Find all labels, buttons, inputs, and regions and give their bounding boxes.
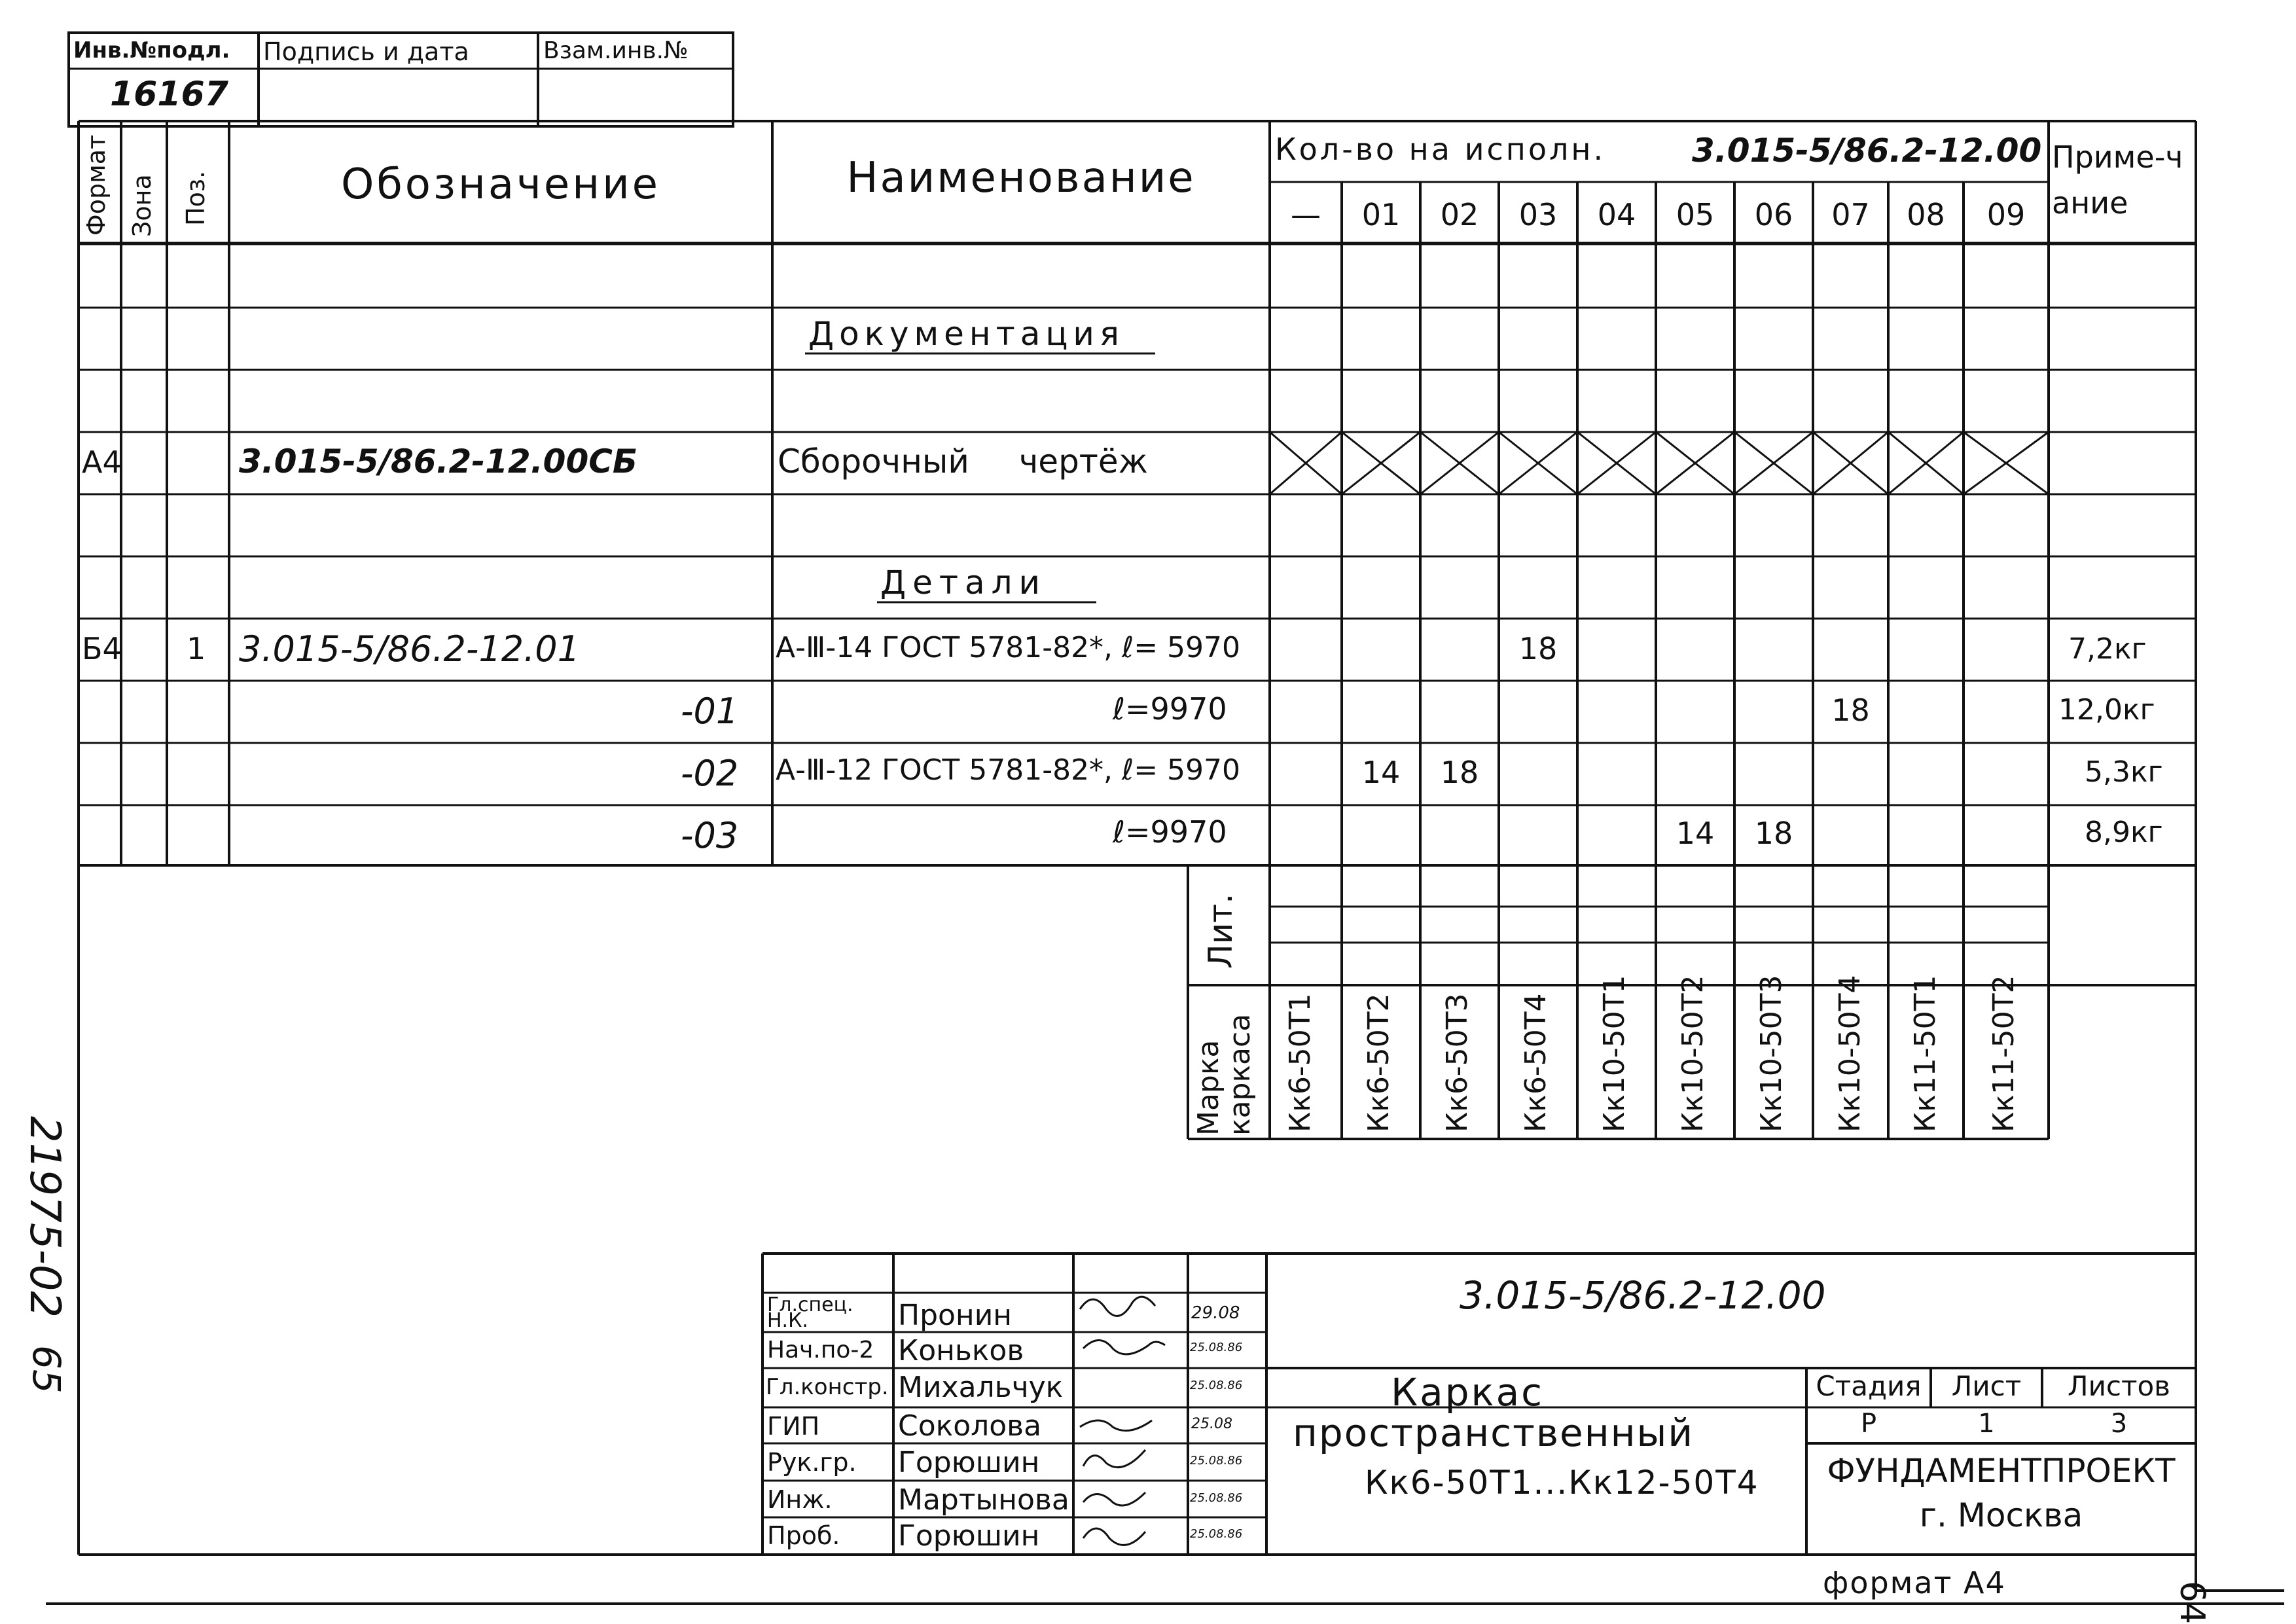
header-designation: Обозначение — [340, 160, 661, 209]
row-qty-06: 18 — [1754, 816, 1793, 851]
mark-item: Кк10-50Т4 — [1833, 975, 1867, 1132]
section-details: Детали — [880, 564, 1047, 602]
row-name: Сборочный чертёж — [778, 442, 1148, 480]
signer-name: Михальчук — [898, 1371, 1064, 1404]
mark-item: Кк10-50Т3 — [1755, 975, 1788, 1132]
signer-role: Проб. — [767, 1521, 840, 1550]
doc-number: 3.015-5/86.2-12.00 — [1460, 1273, 1826, 1318]
variant-header: 08 — [1907, 197, 1945, 232]
row-designation: -02 — [681, 753, 739, 794]
signer-role: ГИП — [767, 1412, 820, 1441]
row-designation: 3.015-5/86.2-12.01 — [239, 628, 580, 670]
signer-role: Рук.гр. — [767, 1448, 857, 1477]
mark-item: Кк10-50Т2 — [1676, 975, 1710, 1132]
row-pos: 1 — [187, 631, 206, 666]
mark-item: Кк11-50Т2 — [1987, 975, 2020, 1132]
header-pos: Поз. — [181, 170, 210, 226]
row-qty-03: 18 — [1518, 631, 1558, 666]
replace-inv-label: Взам.инв.№ — [543, 37, 689, 64]
row-note: 12,0кг — [2058, 693, 2155, 727]
signer-role: Нач.по-2 — [767, 1337, 874, 1363]
row-qty-07: 18 — [1831, 693, 1870, 728]
sheet-value: 1 — [1978, 1409, 1995, 1439]
signer-date: 29.08 — [1191, 1303, 1240, 1323]
signer-name: Горюшин — [898, 1519, 1040, 1553]
sheets-value: 3 — [2110, 1409, 2128, 1439]
signer-name: Мартынова — [898, 1483, 1069, 1517]
inv-orig-value: 16167 — [110, 75, 228, 114]
variant-header: 02 — [1440, 197, 1479, 232]
inv-orig-label: Инв.№подл. — [73, 37, 230, 63]
row-format: Б4 — [82, 631, 122, 666]
title-line-3: Кк6-50Т1...Кк12-50Т4 — [1365, 1464, 1759, 1502]
signer-date: 25.08 — [1191, 1416, 1232, 1432]
signer-role: Гл.спец. Н.К. — [767, 1293, 853, 1332]
row-format: А4 — [82, 444, 122, 480]
page-number: 64 — [2172, 1581, 2212, 1624]
variant-header: — — [1291, 197, 1321, 232]
signer-date: 25.08.86 — [1190, 1454, 1243, 1468]
row-designation: -01 — [681, 691, 739, 732]
signer-name: Пронин — [898, 1299, 1013, 1332]
variant-header: 04 — [1597, 197, 1636, 232]
signature-date-label: Подпись и дата — [263, 37, 469, 66]
mark-item: Кк6-50Т1 — [1283, 993, 1317, 1132]
row-designation: -03 — [681, 815, 739, 856]
mark-item: Кк10-50Т1 — [1598, 975, 1631, 1132]
header-name: Наименование — [846, 154, 1196, 202]
row-qty-02: 18 — [1440, 755, 1479, 790]
variant-header: 01 — [1361, 197, 1401, 232]
row-note: 7,2кг — [2068, 632, 2147, 666]
signer-name: Соколова — [898, 1409, 1042, 1443]
row-note: 5,3кг — [2085, 755, 2163, 789]
org-city: г. Москва — [1919, 1496, 2083, 1534]
variant-header: 09 — [1986, 197, 2026, 232]
sheet-label: Лист — [1951, 1370, 2022, 1402]
row-qty-01: 14 — [1361, 755, 1401, 790]
signer-role: Инж. — [767, 1485, 833, 1514]
header-qty-prefix: Кол-во на исполн. — [1275, 132, 1606, 167]
header-qty-doc: 3.015-5/86.2-12.00 — [1692, 132, 2042, 170]
mark-item: Кк6-50Т2 — [1362, 993, 1395, 1132]
title-line-2: пространственный — [1293, 1411, 1695, 1455]
row-name: ℓ=9970 — [1113, 691, 1227, 727]
variant-header: 06 — [1754, 197, 1793, 232]
section-documentation: Документация — [808, 315, 1124, 353]
title-line-1: Каркас — [1391, 1370, 1544, 1415]
row-name: ℓ=9970 — [1113, 814, 1227, 850]
mark-label: Марка каркаса — [1192, 1013, 1257, 1136]
side-page: 65 — [24, 1345, 69, 1394]
mark-item: Кк6-50Т3 — [1441, 993, 1474, 1132]
sheets-label: Листов — [2068, 1370, 2170, 1402]
signer-date: 25.08.86 — [1190, 1379, 1243, 1392]
signer-name: Коньков — [898, 1334, 1024, 1367]
signer-role: Гл.констр. — [766, 1374, 889, 1400]
signer-date: 25.08.86 — [1190, 1491, 1243, 1505]
header-format: Формат — [82, 134, 111, 236]
header-zone: Зона — [128, 174, 156, 237]
stage-label: Стадия — [1816, 1370, 1922, 1402]
signer-name: Горюшин — [898, 1446, 1040, 1479]
row-name: А-Ⅲ-12 ГОСТ 5781-82*, ℓ= 5970 — [776, 753, 1241, 787]
mark-item: Кк11-50Т1 — [1909, 975, 1942, 1132]
format-label: формат А4 — [1823, 1565, 2006, 1600]
mark-item: Кк6-50Т4 — [1519, 993, 1552, 1132]
variant-header: 03 — [1518, 197, 1558, 232]
signer-date: 25.08.86 — [1190, 1341, 1243, 1354]
header-note: Приме-чание — [2052, 139, 2183, 221]
side-number: 21975-02 — [20, 1116, 69, 1318]
row-qty-05: 14 — [1676, 816, 1715, 851]
lit-label: Лит. — [1202, 893, 1240, 969]
variant-header: 07 — [1831, 197, 1870, 232]
signer-date: 25.08.86 — [1190, 1527, 1243, 1541]
row-note: 8,9кг — [2085, 816, 2163, 849]
variant-header: 05 — [1676, 197, 1715, 232]
org-name: ФУНДАМЕНТПРОЕКТ — [1827, 1452, 2176, 1490]
row-name: А-Ⅲ-14 ГОСТ 5781-82*, ℓ= 5970 — [776, 631, 1241, 664]
row-designation: 3.015-5/86.2-12.00СБ — [239, 442, 638, 480]
stage-value: Р — [1860, 1409, 1877, 1439]
